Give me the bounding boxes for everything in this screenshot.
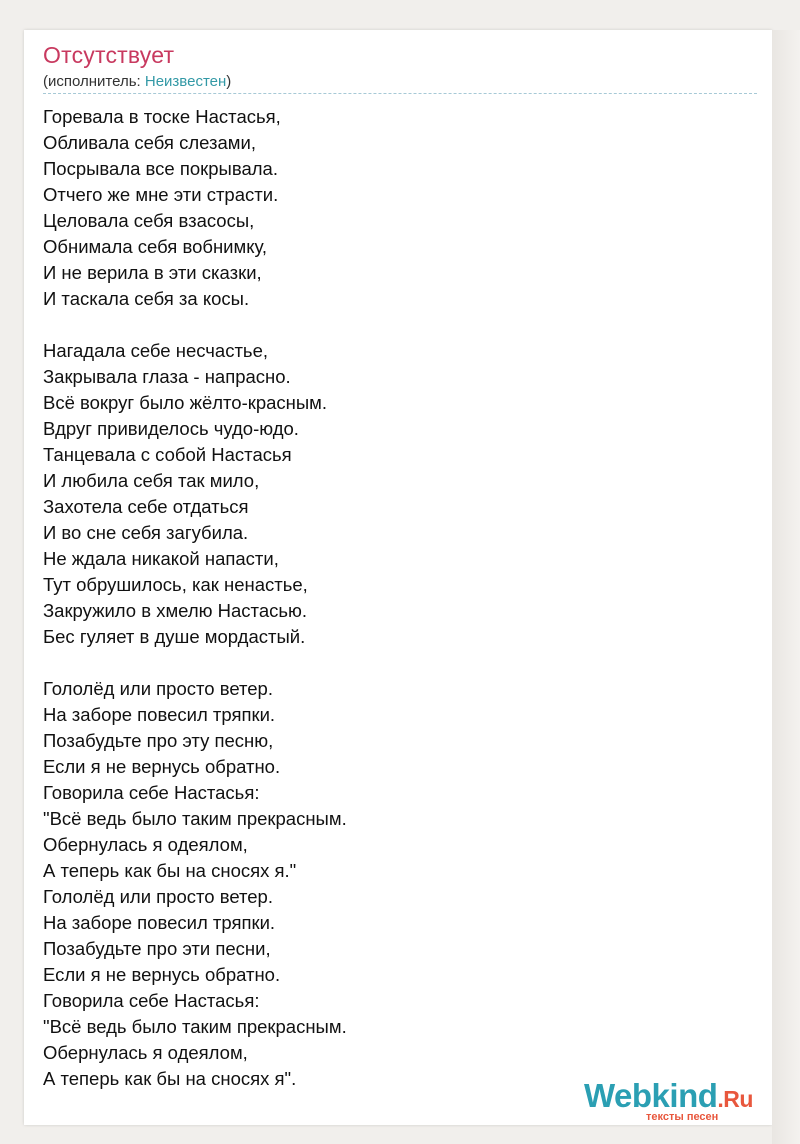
lyric-line: Закружило в хмелю Настасью. (43, 600, 308, 621)
stanza-gap (43, 312, 743, 338)
logo-brand (584, 1077, 753, 1115)
lyric-line: Целовала себя взасосы, (43, 210, 255, 231)
lyric-line: Обернулась я одеялом, (43, 1042, 248, 1063)
lyric-line: Если я не вернусь обратно. (43, 964, 281, 985)
lyric-line: Гололёд или просто ветер. (43, 886, 273, 907)
lyric-line: Бес гуляет в душе мордастый. (43, 626, 306, 647)
lyric-line: Гололёд или просто ветер. (43, 678, 273, 699)
lyric-line: Говорила себе Настасья: (43, 990, 260, 1011)
stanza-gap (43, 650, 743, 676)
artist-name-link[interactable]: Неизвестен (144, 73, 227, 90)
lyric-line: Если я не вернусь обратно. (43, 756, 281, 777)
lyric-line: Обливала себя слезами, (43, 132, 256, 153)
lyric-line: Захотела себе отдаться (43, 496, 249, 517)
lyric-line: Танцевала с собой Настасья (43, 444, 292, 465)
lyric-line: На заборе повесил тряпки. (43, 704, 276, 725)
lyric-line: Вдруг привиделось чудо-юдо. (43, 418, 299, 439)
lyric-line: И таскала себя за косы. (43, 288, 250, 309)
lyric-line: И любила себя так мило, (43, 470, 260, 491)
lyric-line: Тут обрушилось, как ненастье, (43, 574, 308, 595)
lyric-line: Не ждала никакой напасти, (43, 548, 279, 569)
lyrics-text (43, 104, 743, 1092)
lyric-line: Отчего же мне эти страсти. (43, 184, 279, 205)
artist-prefix: (исполнитель: (43, 73, 145, 90)
lyric-line: "Всё ведь было таким прекрасным. (43, 1016, 347, 1037)
lyric-line: Говорила себе Настасья: (43, 782, 260, 803)
lyric-line: А теперь как бы на сносях я." (43, 860, 297, 881)
lyric-line: И не верила в эти сказки, (43, 262, 262, 283)
artist-line (43, 73, 231, 90)
lyric-line: "Всё ведь было таким прекрасным. (43, 808, 347, 829)
webkind-logo[interactable] (584, 1077, 784, 1127)
lyric-line: Нагадала себе несчастье, (43, 340, 268, 361)
lyric-line: Горевала в тоске Настасья, (43, 106, 281, 127)
lyric-line: Посрывала все покрывала. (43, 158, 278, 179)
lyric-line: Обнимала себя вобнимку, (43, 236, 268, 257)
logo-brand-name: Webkind (584, 1077, 718, 1114)
artist-suffix: ) (226, 73, 232, 90)
lyric-line: Позабудьте про эти песни, (43, 938, 271, 959)
lyric-line: Закрывала глаза - напрасно. (43, 366, 291, 387)
lyric-line: На заборе повесил тряпки. (43, 912, 276, 933)
song-title: Отсутствует (43, 42, 175, 68)
logo-tld: .Ru (717, 1086, 753, 1112)
logo-tagline: тексты песен (646, 1111, 719, 1123)
lyric-line: Позабудьте про эту песню, (43, 730, 274, 751)
lyric-line: А теперь как бы на сносях я". (43, 1068, 297, 1089)
lyric-line: Всё вокруг было жёлто-красным. (43, 392, 328, 413)
lyric-line: И во сне себя загубила. (43, 522, 249, 543)
header-divider (43, 93, 757, 94)
lyric-line: Обернулась я одеялом, (43, 834, 248, 855)
page-side-shadow (772, 30, 800, 1144)
